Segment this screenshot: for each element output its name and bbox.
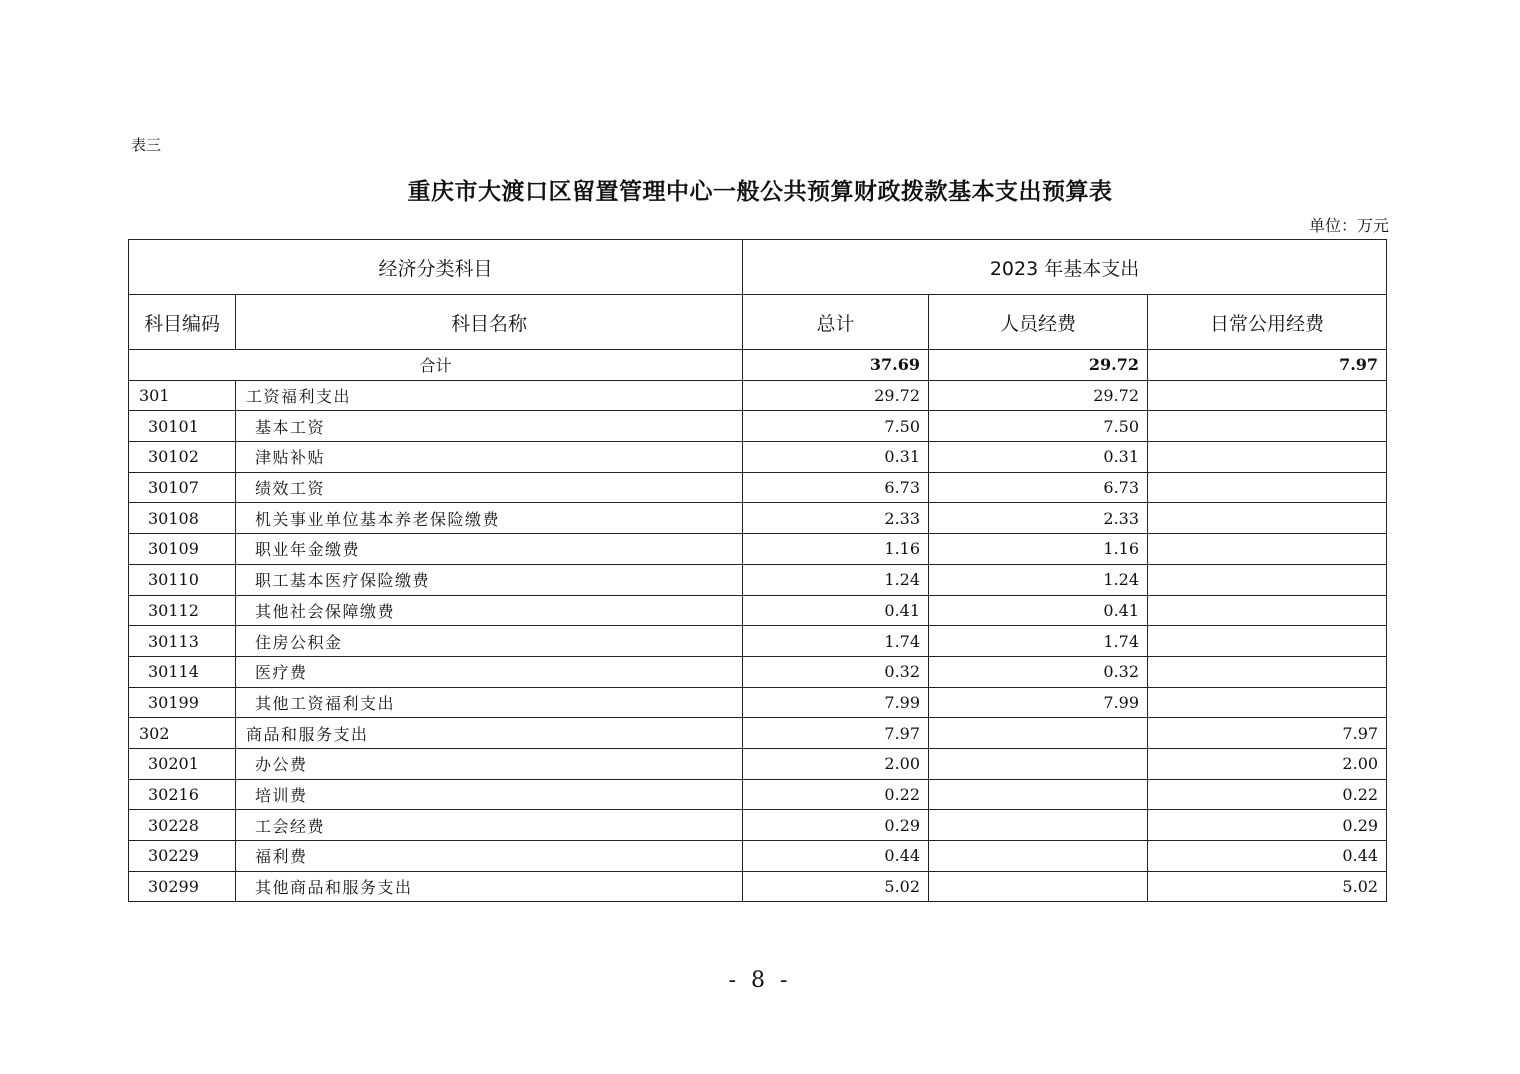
row-code: 30201: [129, 748, 236, 779]
header-code: 科目编码: [129, 295, 236, 350]
row-name: 医疗费: [236, 656, 743, 687]
row-total: 7.99: [743, 687, 929, 718]
table-row: [129, 841, 1387, 872]
row-name: 基本工资: [236, 411, 743, 442]
header-basic-expenditure: 2023 年基本支出: [743, 240, 1387, 295]
row-name: 其他工资福利支出: [236, 687, 743, 718]
row-personnel: 0.32: [929, 656, 1148, 687]
table-label: 表三: [131, 136, 162, 154]
row-name: 机关事业单位基本养老保险缴费: [236, 503, 743, 534]
table-row: [129, 442, 1387, 473]
table-row: [129, 718, 1387, 749]
row-name: 工资福利支出: [236, 380, 743, 411]
row-name: 培训费: [236, 779, 743, 810]
row-total: 0.22: [743, 779, 929, 810]
row-public: [1148, 380, 1387, 411]
row-total: 5.02: [743, 871, 929, 902]
row-personnel: 1.24: [929, 564, 1148, 595]
table-row: [129, 871, 1387, 902]
row-total: 29.72: [743, 380, 929, 411]
row-personnel: 0.41: [929, 595, 1148, 626]
row-personnel: 0.31: [929, 442, 1148, 473]
row-public: 0.29: [1148, 810, 1387, 841]
row-personnel: 6.73: [929, 472, 1148, 503]
total-personnel: 29.72: [929, 350, 1148, 381]
row-personnel: 1.16: [929, 534, 1148, 565]
row-public: [1148, 687, 1387, 718]
row-total: 1.74: [743, 626, 929, 657]
row-code: 30110: [129, 564, 236, 595]
row-public: [1148, 472, 1387, 503]
row-public: 7.97: [1148, 718, 1387, 749]
table-row: [129, 687, 1387, 718]
row-public: [1148, 534, 1387, 565]
total-label: 合计: [129, 350, 743, 381]
row-total: 1.16: [743, 534, 929, 565]
page-number: - 8 -: [728, 968, 792, 993]
row-public: 5.02: [1148, 871, 1387, 902]
row-name: 福利费: [236, 841, 743, 872]
table-row: [129, 503, 1387, 534]
row-public: [1148, 626, 1387, 657]
row-personnel: [929, 718, 1148, 749]
row-personnel: 2.33: [929, 503, 1148, 534]
table-row: [129, 564, 1387, 595]
row-code: 30112: [129, 595, 236, 626]
row-personnel: 29.72: [929, 380, 1148, 411]
header-column-row: [129, 295, 1387, 350]
row-public: 2.00: [1148, 748, 1387, 779]
row-personnel: [929, 871, 1148, 902]
header-public: 日常公用经费: [1148, 295, 1387, 350]
table-row: [129, 748, 1387, 779]
row-personnel: [929, 748, 1148, 779]
row-personnel: [929, 841, 1148, 872]
row-name: 绩效工资: [236, 472, 743, 503]
row-total: 0.32: [743, 656, 929, 687]
header-group-row: [129, 240, 1387, 295]
row-public: [1148, 503, 1387, 534]
row-personnel: [929, 810, 1148, 841]
row-name: 职工基本医疗保险缴费: [236, 564, 743, 595]
table-row: [129, 380, 1387, 411]
row-name: 商品和服务支出: [236, 718, 743, 749]
row-name: 住房公积金: [236, 626, 743, 657]
row-code: 302: [129, 718, 236, 749]
row-personnel: 1.74: [929, 626, 1148, 657]
page-title: 重庆市大渡口区留置管理中心一般公共预算财政拨款基本支出预算表: [407, 179, 1113, 205]
header-economic-classification: 经济分类科目: [129, 240, 743, 295]
header-total: 总计: [743, 295, 929, 350]
table-row: [129, 411, 1387, 442]
table-row: [129, 779, 1387, 810]
row-total: 0.31: [743, 442, 929, 473]
header-personnel: 人员经费: [929, 295, 1148, 350]
table-row: [129, 534, 1387, 565]
total-total: 37.69: [743, 350, 929, 381]
row-code: 30229: [129, 841, 236, 872]
table-row: [129, 595, 1387, 626]
row-code: 30113: [129, 626, 236, 657]
table-row: [129, 656, 1387, 687]
header-name: 科目名称: [236, 295, 743, 350]
row-name: 其他商品和服务支出: [236, 871, 743, 902]
row-name: 工会经费: [236, 810, 743, 841]
row-total: 7.97: [743, 718, 929, 749]
total-public: 7.97: [1148, 350, 1387, 381]
row-code: 30216: [129, 779, 236, 810]
row-code: 301: [129, 380, 236, 411]
row-personnel: 7.50: [929, 411, 1148, 442]
budget-table: [128, 239, 1387, 902]
row-public: [1148, 656, 1387, 687]
table-row: [129, 810, 1387, 841]
row-public: [1148, 411, 1387, 442]
row-code: 30109: [129, 534, 236, 565]
row-total: 6.73: [743, 472, 929, 503]
row-total: 0.41: [743, 595, 929, 626]
row-public: [1148, 595, 1387, 626]
table-row: [129, 472, 1387, 503]
row-code: 30299: [129, 871, 236, 902]
row-total: 0.44: [743, 841, 929, 872]
row-name: 职业年金缴费: [236, 534, 743, 565]
row-public: [1148, 564, 1387, 595]
row-code: 30101: [129, 411, 236, 442]
row-code: 30114: [129, 656, 236, 687]
row-code: 30228: [129, 810, 236, 841]
row-public: 0.22: [1148, 779, 1387, 810]
row-personnel: [929, 779, 1148, 810]
row-total: 7.50: [743, 411, 929, 442]
row-code: 30107: [129, 472, 236, 503]
row-code: 30108: [129, 503, 236, 534]
total-row: [129, 350, 1387, 381]
row-public: 0.44: [1148, 841, 1387, 872]
row-name: 办公费: [236, 748, 743, 779]
row-code: 30102: [129, 442, 236, 473]
row-personnel: 7.99: [929, 687, 1148, 718]
row-total: 2.00: [743, 748, 929, 779]
row-total: 0.29: [743, 810, 929, 841]
row-name: 津贴补贴: [236, 442, 743, 473]
row-total: 1.24: [743, 564, 929, 595]
table-row: [129, 626, 1387, 657]
row-name: 其他社会保障缴费: [236, 595, 743, 626]
row-public: [1148, 442, 1387, 473]
row-code: 30199: [129, 687, 236, 718]
row-total: 2.33: [743, 503, 929, 534]
unit-note: 单位：万元: [1308, 216, 1389, 235]
